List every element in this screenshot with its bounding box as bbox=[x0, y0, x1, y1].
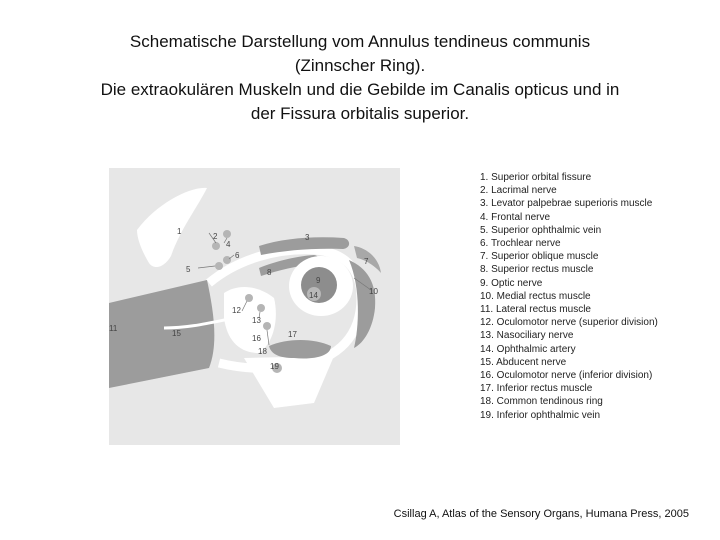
legend-item: 1. Superior orbital fissure bbox=[480, 172, 592, 183]
title-line-1: Schematische Darstellung vom Annulus tendineus communis bbox=[129, 32, 591, 51]
annulus-tendineus-diagram bbox=[109, 168, 400, 445]
legend-item: 12. Oculomotor nerve (superior division) bbox=[480, 317, 658, 329]
figure-label-13: 13 bbox=[252, 316, 261, 325]
legend-item: 18. Common tendinous ring bbox=[480, 396, 603, 408]
legend-item: 15. Abducent nerve bbox=[480, 356, 567, 368]
legend-item: 5. Superior ophthalmic vein bbox=[480, 224, 602, 236]
oculomotor-superior-dot bbox=[245, 294, 253, 302]
legend-item: 16. Oculomotor nerve (inferior division) bbox=[480, 370, 653, 382]
legend-item: 6. Trochlear nerve bbox=[480, 238, 561, 250]
figure-label-19: 19 bbox=[270, 362, 279, 371]
figure-label-17: 17 bbox=[288, 330, 297, 339]
title-line-2: (Zinnscher Ring). bbox=[294, 56, 426, 75]
figure-label-2: 2 bbox=[213, 232, 218, 241]
oculomotor-inferior-dot bbox=[263, 322, 271, 330]
nasociliary-nerve-dot bbox=[257, 304, 265, 312]
figure-label-18: 18 bbox=[258, 347, 267, 356]
figure-label-14: 14 bbox=[309, 291, 318, 300]
legend-item: 7. Superior oblique muscle bbox=[480, 251, 599, 263]
slide-title bbox=[40, 30, 680, 126]
figure-legend bbox=[480, 171, 670, 422]
legend-item: 14. Ophthalmic artery bbox=[480, 343, 576, 355]
figure-label-1: 1 bbox=[177, 227, 182, 236]
lacrimal-nerve-dot bbox=[212, 242, 220, 250]
legend-item: 4. Frontal nerve bbox=[480, 211, 551, 223]
figure-label-9: 9 bbox=[316, 276, 321, 285]
legend-item: 10. Medial rectus muscle bbox=[480, 290, 591, 302]
figure-label-6: 6 bbox=[235, 251, 240, 260]
legend-item: 13. Nasociliary nerve bbox=[480, 330, 574, 342]
figure-label-8: 8 bbox=[267, 268, 272, 277]
legend-item: 11. Lateral rectus muscle bbox=[480, 304, 591, 316]
trochlear-nerve-dot bbox=[223, 256, 231, 264]
figure-label-12: 12 bbox=[232, 306, 241, 315]
legend-item: 3. Levator palpebrae superioris muscle bbox=[480, 198, 653, 210]
frontal-nerve-dot bbox=[223, 230, 231, 238]
legend-item: 2. Lacrimal nerve bbox=[480, 185, 557, 197]
legend-item: 19. Inferior ophthalmic vein bbox=[480, 409, 601, 421]
legend-item: 17. Inferior rectus muscle bbox=[480, 383, 593, 395]
figure-label-15: 15 bbox=[172, 329, 181, 338]
figure-label-11: 11 bbox=[109, 324, 118, 333]
figure-label-4: 4 bbox=[226, 240, 231, 249]
legend-item: 8. Superior rectus muscle bbox=[480, 264, 594, 276]
figure-label-3: 3 bbox=[305, 233, 310, 242]
anatomy-figure bbox=[109, 168, 400, 445]
figure-label-16: 16 bbox=[252, 334, 261, 343]
figure-label-5: 5 bbox=[186, 265, 191, 274]
figure-label-7: 7 bbox=[364, 257, 369, 266]
source-citation: Csillag A, Atlas of the Sensory Organs, Humana Press, 2005 bbox=[393, 508, 689, 520]
figure-label-10: 10 bbox=[369, 287, 378, 296]
title-line-4: der Fissura orbitalis superior. bbox=[250, 104, 470, 123]
legend-item: 9. Optic nerve bbox=[480, 277, 543, 289]
superior-ophthalmic-vein-dot bbox=[215, 262, 223, 270]
title-line-3: Die extraokulären Muskeln und die Gebilde im Canalis opticus und in bbox=[100, 80, 620, 99]
